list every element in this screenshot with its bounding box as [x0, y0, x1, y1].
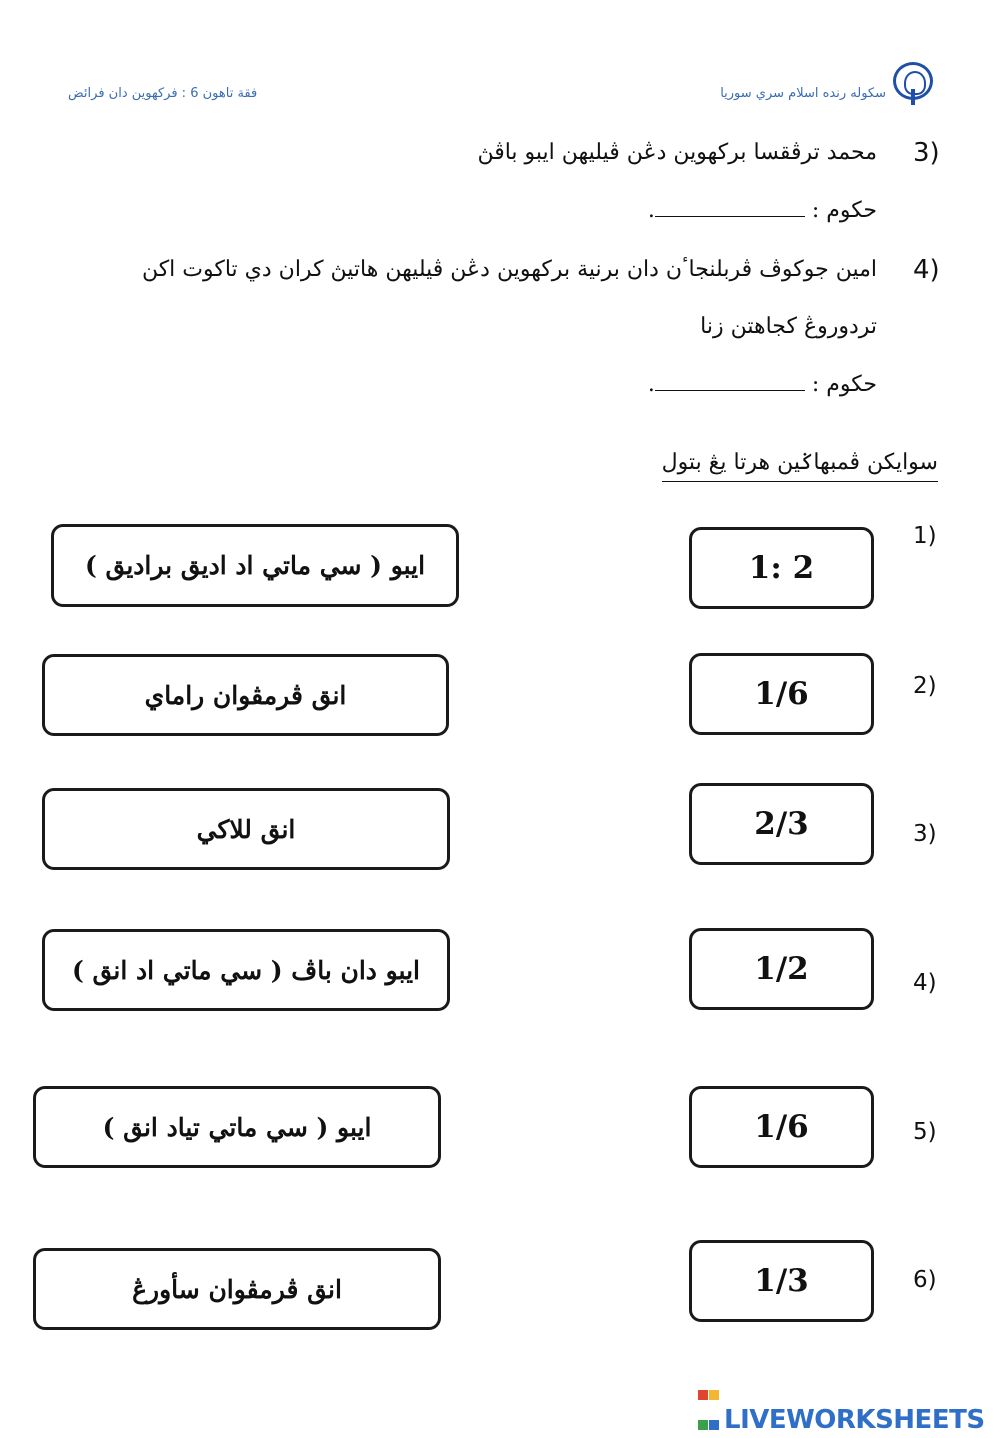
ratio-box[interactable]: 1/2 [689, 928, 874, 1010]
answer-label: حكوم : [811, 198, 877, 223]
answer-line [648, 372, 877, 397]
description-box[interactable]: ايبو ( سي ماتي اد اديق براديق ) [51, 524, 459, 607]
school-crest-icon [893, 62, 933, 100]
ratio-box[interactable]: 1/6 [689, 653, 874, 735]
worksheet-subject-title: فقة تاهون 6 : فركهوين دان فرائض [68, 86, 258, 101]
question-text: محمد ترڤقسا بركهوين دڠن ڤيليهن ايبو باڤڽ [477, 140, 877, 165]
description-box[interactable]: انق ڤرمڤوان راماي [42, 654, 449, 736]
description-box[interactable]: انق للاكي [42, 788, 450, 870]
ratio-box[interactable]: 2/3 [689, 783, 874, 865]
description-box[interactable]: انق ڤرمڤوان سأورڠ [33, 1248, 441, 1330]
match-number: 6) [913, 1267, 937, 1293]
match-number: 3) [913, 821, 937, 847]
school-name: سكوله رنده اسلام سري سوريا [720, 86, 886, 101]
match-number: 2) [913, 673, 937, 699]
ratio-box[interactable]: 1: 2 [689, 527, 874, 609]
match-number: 4) [913, 970, 937, 996]
description-box[interactable]: ايبو دان باڤ ( سي ماتي اد انق ) [42, 929, 450, 1011]
answer-blank[interactable] [655, 390, 805, 391]
answer-label: حكوم : [811, 372, 877, 397]
question-number: 3) [913, 138, 940, 168]
question-text: امين جوكوڤ ڤربلنجاٴن دان برنية بركهوين دڠن ڤيليهن هاتيڽ كران دي تاكوت اكن [141, 257, 877, 282]
match-number: 5) [913, 1119, 937, 1145]
liveworksheets-logo [698, 1378, 985, 1435]
ratio-box[interactable]: 1/3 [689, 1240, 874, 1322]
ratio-box[interactable]: 1/6 [689, 1086, 874, 1168]
match-number: 1) [913, 523, 937, 549]
question-number: 4) [913, 255, 940, 285]
answer-blank[interactable] [655, 216, 805, 217]
matching-instruction: سوايكن ڤمبهاݢين هرتا يڠ بتول [662, 450, 938, 482]
description-box[interactable]: ايبو ( سي ماتي تياد انق ) [33, 1086, 441, 1168]
answer-end: . [647, 198, 655, 223]
liveworksheets-blocks-icon [698, 1378, 720, 1400]
question-text-continued: تردوروڠ كجاهتن زنا [700, 314, 877, 339]
answer-end: . [647, 372, 655, 397]
liveworksheets-brand-text: LIVEWORKSHEETS [724, 1405, 985, 1435]
answer-line [648, 198, 877, 223]
